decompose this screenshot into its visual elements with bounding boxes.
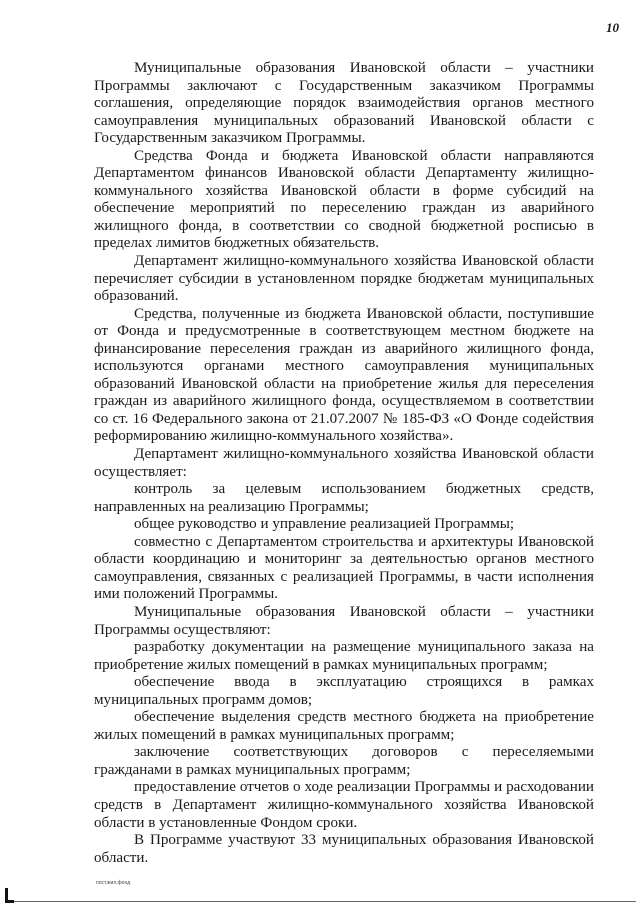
list-item: контроль за целевым использованием бюджетных средств, направленных на реализацию Программы; — [94, 481, 594, 515]
scan-bottom-line — [14, 901, 636, 902]
paragraph-municipal-duties: Муниципальные образования Ивановской области – участники Программы осуществляют: — [94, 603, 594, 638]
list-item: предоставление отчетов о ходе реализации Программы и расходовании средств в Департамент жилищно-коммунального хозяйства Ивановской области в установленные Фондом сроки. — [94, 779, 594, 831]
list-item: разработку документации на размещение муниципального заказа на приобретение жилых помещений в рамках муниципальных программ; — [94, 639, 594, 673]
page-number: 10 — [606, 20, 619, 35]
list-item: заключение соответствующих договоров с переселяемыми гражданами в рамках муниципальных программ; — [94, 744, 594, 778]
paragraph-department-duties: Департамент жилищно-коммунального хозяйства Ивановской области осуществляет: — [94, 446, 594, 480]
scan-edge-mark-foot — [5, 900, 14, 903]
paragraph-funds-usage: Средства, полученные из бюджета Ивановской области, поступившие от Фонда и предусмотренные в соответствующем местном бюджете на финансирование переселения граждан из аварийного жилищного фонда, используются органами местного самоуправления муниципальных образований Ивановской области на приобретение жилья для переселения граждан из аварийного жилищного фонда, осуществляемом в соответствии со ст. 16 Федерального закона от 21.07.2007 № 185-ФЗ «О Фонде содействия реформированию жилищно-коммунального хозяйства». — [94, 305, 594, 445]
paragraph-subsidy-transfer: Департамент жилищно-коммунального хозяйства Ивановской области перечисляет субсидии в установленном порядке бюджетам муниципальных образований. — [94, 253, 594, 305]
list-item: обеспечение выделения средств местного бюджета на приобретение жилых помещений в рамках муниципальных программ; — [94, 709, 594, 743]
list-item: общее руководство и управление реализацией Программы; — [134, 516, 515, 533]
paragraph-agreements: Муниципальные образования Ивановской области – участники Программы заключают с Государственным заказчиком Программы соглашения, определяющие порядок взаимодействия органов местного самоуправления муниципальных образований Ивановской области с Государственным заказчиком Программы. — [94, 60, 594, 147]
paragraph-funding-flow: Средства Фонда и бюджета Ивановской области направляются Департаментом финансов Ивановской области Департаменту жилищно-коммунального хозяйства Ивановской области в форме субсидий на обеспечение мероприятий по переселению граждан из аварийного жилищного фонда, в соответствии со сводной бюджетной росписью в пределах лимитов бюджетных обязательств. — [94, 147, 594, 252]
list-item: обеспечение ввода в эксплуатацию строящихся в рамках муниципальных программ домов; — [94, 674, 594, 708]
document-body — [94, 60, 594, 867]
paragraph-participants: В Программе участвуют 33 муниципальных образования Ивановской области. — [94, 832, 594, 866]
footer-file-label: пост.жил.фонд — [96, 880, 131, 886]
list-item: совместно с Департаментом строительства и архитектуры Ивановской области координацию и мониторинг за деятельностью органов местного самоуправления, связанных с реализацией Программы, в части исполнения ими положений Программы. — [94, 533, 594, 603]
